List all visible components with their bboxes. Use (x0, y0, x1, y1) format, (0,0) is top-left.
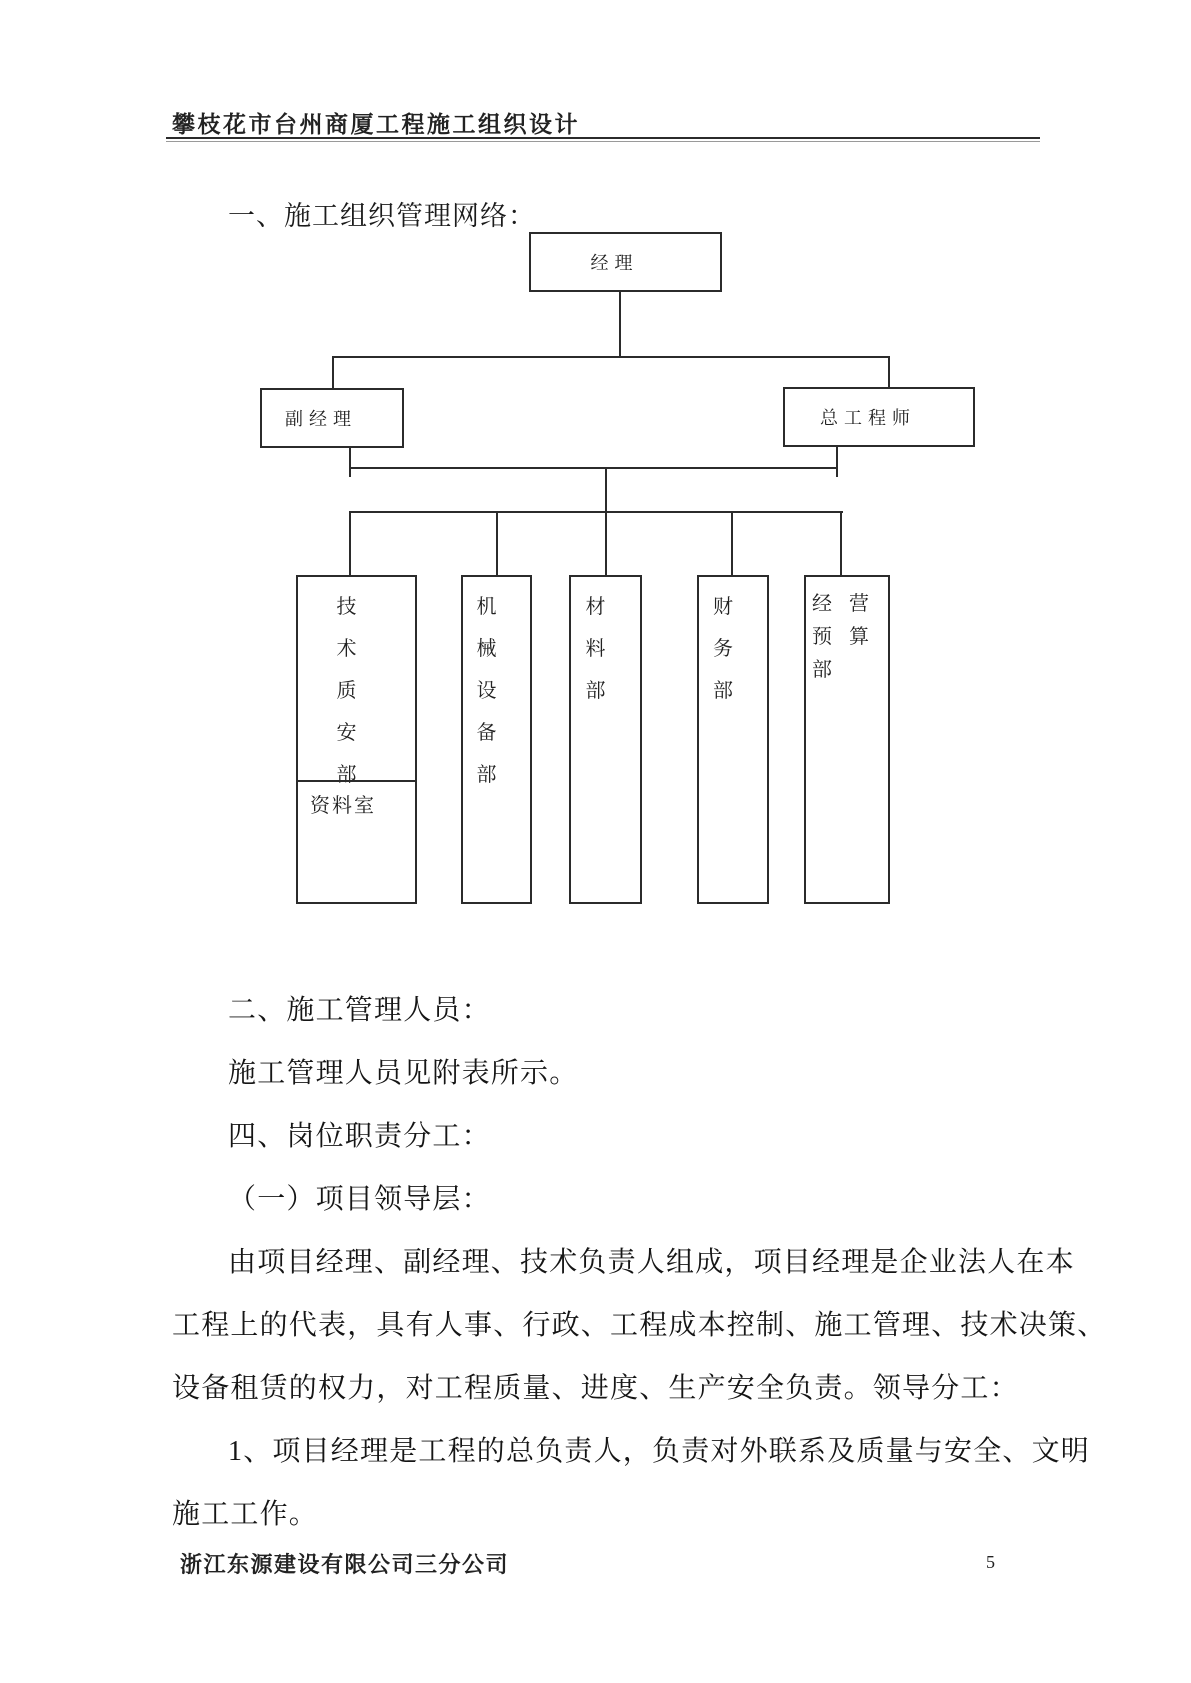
connector-level2-horizontal (332, 356, 890, 358)
vertical-char: 械 (476, 638, 497, 660)
body-text-line: 施工工作。 (172, 1499, 319, 1530)
vertical-char: 部 (713, 680, 733, 702)
connector-mid-horizontal (349, 467, 838, 469)
vertical-char: 机 (476, 596, 497, 618)
org-box-deputy-manager-label: 副经理 (285, 409, 357, 429)
org-box-data-room-label: 资料室 (310, 795, 376, 817)
body-text (172, 979, 1107, 1546)
vertical-char: 备 (476, 722, 497, 744)
vertical-char: 料 (585, 638, 606, 660)
body-text-line: 设备租赁的权力，对工程质量、进度、生产安全负责。领导分工： (172, 1373, 1019, 1404)
body-text-line: 工程上的代表，具有人事、行政、工程成本控制、施工管理、技术决策、 (172, 1310, 1107, 1341)
connector-departments-horizontal (349, 511, 843, 513)
body-text-line: 二、施工管理人员： (228, 995, 491, 1026)
org-box-chief-engineer (783, 387, 975, 447)
vertical-char: 部 (476, 764, 497, 786)
header-rule (166, 137, 1040, 139)
header-title: 攀枝花市台州商厦工程施工组织设计 (172, 112, 580, 137)
org-box-dept-finance (697, 575, 769, 904)
connector-dept1-drop (349, 511, 351, 575)
org-box-dept-business-budget (804, 575, 890, 904)
connector-deputy-drop (332, 356, 334, 390)
connector-dept4-drop (731, 511, 733, 575)
vertical-char: 财 (713, 596, 733, 618)
org-box-chief-engineer-label: 总工程师 (820, 408, 916, 428)
vertical-char: 术 (336, 638, 357, 660)
dept-divider (298, 780, 415, 782)
footer-company: 浙江东源建设有限公司三分公司 (180, 1552, 510, 1577)
header-rule-shadow (166, 141, 1040, 142)
org-box-manager (529, 232, 722, 292)
vertical-char: 部 (812, 659, 838, 681)
connector-chief-drop (888, 356, 890, 389)
vertical-char: 务 (713, 638, 733, 660)
connector-chief-bottom (836, 447, 838, 477)
connector-dept2-drop (496, 511, 498, 575)
body-text-line: （一）项目领导层： (228, 1184, 491, 1215)
vertical-char: 预 算 (812, 626, 875, 648)
connector-center-down (605, 467, 607, 513)
body-text-line: 1、项目经理是工程的总负责人，负责对外联系及质量与安全、文明 (228, 1436, 1091, 1467)
connector-dept3-drop (605, 511, 607, 575)
connector-deputy-bottom (349, 448, 351, 477)
footer-page-number: 5 (986, 1552, 995, 1572)
vertical-char: 技 (336, 596, 357, 618)
vertical-char: 经 营 (812, 593, 875, 615)
org-box-dept-materials (569, 575, 642, 904)
org-box-dept-machinery-equipment (461, 575, 532, 904)
vertical-char: 质 (336, 680, 357, 702)
connector-dept5-drop (840, 511, 842, 575)
org-box-deputy-manager (260, 388, 404, 448)
body-text-line: 施工管理人员见附表所示。 (228, 1058, 579, 1089)
vertical-char: 部 (585, 680, 606, 702)
org-box-manager-label: 经理 (590, 253, 639, 273)
vertical-char: 安 (336, 722, 357, 744)
connector-manager-down (619, 291, 621, 357)
org-box-dept-tech-quality-safety (296, 575, 417, 904)
body-text-line: 四、岗位职责分工： (228, 1121, 491, 1152)
section-title: 一、施工组织管理网络： (228, 201, 536, 231)
vertical-char: 部 (336, 764, 357, 786)
body-text-line: 由项目经理、副经理、技术负责人组成，项目经理是企业法人在本 (228, 1247, 1075, 1278)
vertical-char: 设 (476, 680, 497, 702)
vertical-char: 材 (585, 596, 606, 618)
